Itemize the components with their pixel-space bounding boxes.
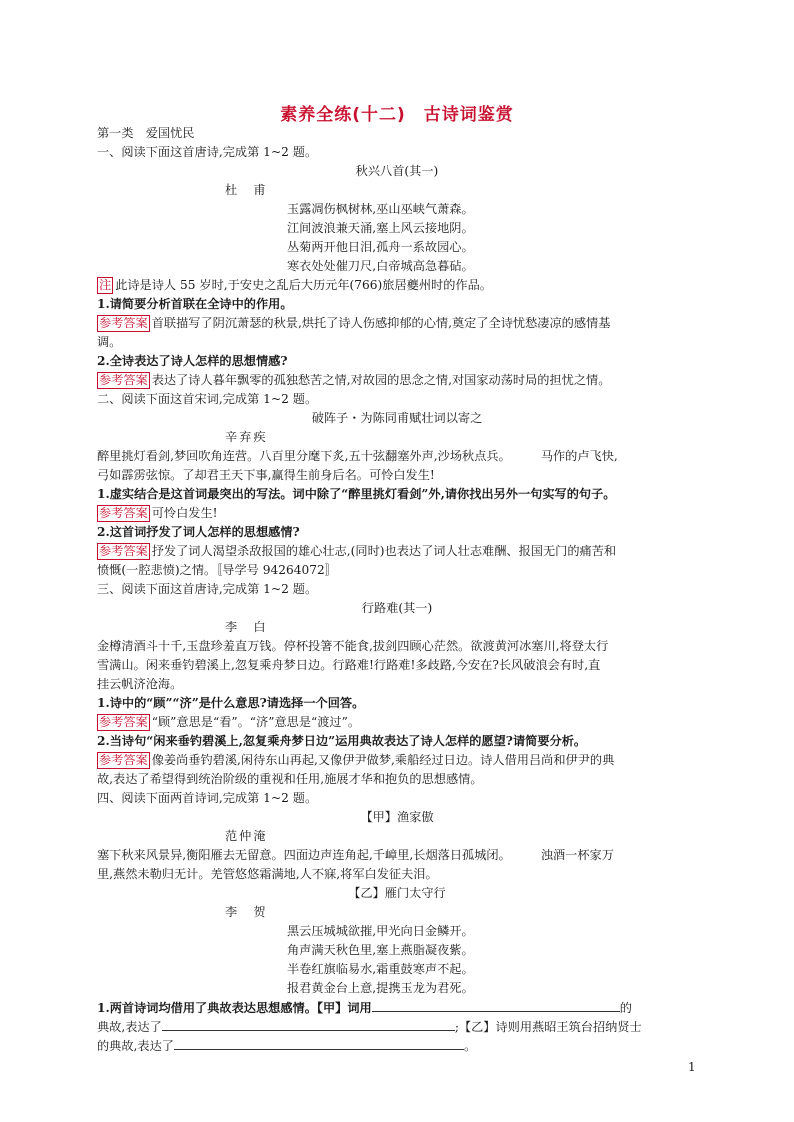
answer-continued: 调。 (97, 335, 122, 349)
poem-line: 丛菊两开他日泪,孤舟一系故园心。 (287, 240, 474, 254)
answer: 参考答案 可怜白发生! (99, 506, 218, 520)
section1-instruction: 一、阅读下面这首唐诗,完成第 1~2 题。 (97, 145, 318, 159)
question: 2.全诗表达了诗人怎样的思想情感? (97, 354, 288, 368)
question: 2.这首词抒发了词人怎样的思想感情? (97, 525, 300, 539)
poem-line: 角声满天秋色里,塞上燕脂凝夜紫。 (287, 943, 474, 957)
note-tag: 注 (99, 278, 112, 292)
answer-blank-3[interactable] (174, 1036, 464, 1050)
answer-tag: 参考答案 (99, 544, 148, 558)
answer: 参考答案 “顾”意思是“看”。“济”意思是“渡过”。 (99, 715, 361, 729)
poem-line: 江间波浪兼天涌,塞上风云接地阴。 (287, 221, 474, 235)
poem-text: 醉里挑灯看剑,梦回吹角连营。八百里分麾下炙,五十弦翻塞外声,沙场秋点兵。 马作的卢飞快, (97, 449, 618, 463)
section2-author: 辛弃疾 (225, 430, 268, 444)
page-number: 1 (688, 1060, 696, 1074)
poem-text: 弓如霹雳弦惊。了却君王天下事,赢得生前身后名。可怜白发生! (97, 468, 435, 482)
fill-question: 1.两首诗词均借用了典故表达思想感情。【甲】词用 的 (97, 998, 697, 1017)
poem2-author: 李 贺 (225, 905, 268, 919)
answer-continued: 愤慨(一腔悲愤)之情。〚导学号 94264072〛 (97, 563, 337, 577)
answer-continued: 故,表达了希望得到统治阶级的重视和任用,施展才华和抱负的思想感情。 (97, 772, 483, 786)
document-body (97, 124, 697, 1055)
answer-blank-1[interactable] (372, 998, 620, 1012)
poem-line: 寒衣处处催刀尺,白帝城高急暮砧。 (287, 259, 474, 273)
question: 1.虚实结合是这首词最突出的写法。词中除了“醉里挑灯看剑”外,请你找出另外一句实写的句子。 (97, 487, 616, 501)
question: 1.诗中的“顾”“济”是什么意思?请选择一个回答。 (97, 696, 365, 710)
answer-tag: 参考答案 (99, 373, 148, 387)
poem-text: 挂云帆济沧海。 (97, 677, 183, 691)
question: 1.请简要分析首联在全诗中的作用。 (97, 297, 293, 311)
poem2-title: 【乙】雁门太守行 (348, 886, 446, 900)
section4-instruction: 四、阅读下面两首诗词,完成第 1~2 题。 (97, 791, 318, 805)
poem-line: 黑云压城城欲摧,甲光向日金鳞开。 (287, 924, 474, 938)
answer-tag: 参考答案 (99, 506, 148, 520)
poem-text: 雪满山。闲来垂钓碧溪上,忽复乘舟梦日边。行路难!行路难!多歧路,今安在?长风破浪会有时,直 (97, 658, 601, 672)
poem1-title: 【甲】渔家傲 (360, 810, 434, 824)
section1-poem-title: 秋兴八首(其一) (355, 164, 439, 178)
poem-line: 玉露凋伤枫树林,巫山巫峡气萧森。 (287, 202, 474, 216)
poem1-author: 范仲淹 (225, 829, 268, 843)
category-heading: 第一类 爱国忧民 (97, 126, 195, 140)
answer: 参考答案 像姜尚垂钓碧溪,闲待东山再起,又像伊尹做梦,乘船经过日边。诗人借用吕尚和伊尹的典 (99, 753, 615, 767)
section3-instruction: 三、阅读下面这首唐诗,完成第 1~2 题。 (97, 582, 318, 596)
answer: 参考答案 抒发了词人渴望杀敌报国的雄心壮志,(同时)也表达了词人壮志难酬、报国无门的痛苦和 (99, 544, 617, 558)
answer-tag: 参考答案 (99, 753, 148, 767)
poem-line: 报君黄金台上意,提携玉龙为君死。 (287, 981, 474, 995)
answer-blank-2[interactable] (162, 1017, 455, 1031)
poem-line: 半卷红旗临易水,霜重鼓寒声不起。 (287, 962, 474, 976)
answer: 参考答案 首联描写了阴沉萧瑟的秋景,烘托了诗人伤感抑郁的心情,奠定了全诗忧愁凄凉的感情基 (99, 316, 611, 330)
fill-question: 典故,表达了 ;【乙】诗则用燕昭王筑台招纳贤士 (97, 1017, 697, 1036)
poem-text: 里,燕然未勒归无计。羌管悠悠霜满地,人不寐,将军白发征夫泪。 (97, 867, 438, 881)
question: 2.当诗句“闲来垂钓碧溪上,忽复乘舟梦日边”运用典故表达了诗人怎样的愿望?请简要分析。 (97, 734, 587, 748)
poem-text: 塞下秋来风景异,衡阳雁去无留意。四面边声连角起,千嶂里,长烟落日孤城闭。 浊酒一杯家万 (97, 848, 614, 862)
answer-tag: 参考答案 (99, 715, 148, 729)
poem-text: 金樽清酒斗十千,玉盘珍羞直万钱。停杯投箸不能食,拔剑四顾心茫然。欲渡黄河冰塞川,将登太行 (97, 639, 609, 653)
section2-poem-title: 破阵子・为陈同甫赋壮词以寄之 (311, 411, 483, 425)
answer-tag: 参考答案 (99, 316, 148, 330)
section3-author: 李 白 (225, 620, 268, 634)
section1-author: 杜 甫 (225, 183, 268, 197)
note-text: 此诗是诗人 55 岁时,于安史之乱后大历元年(766)旅居夔州时的作品。 (115, 278, 492, 292)
page-title: 素养全练(十二) 古诗词鉴赏 (280, 105, 514, 125)
section3-poem-title: 行路难(其一) (361, 601, 433, 615)
section2-instruction: 二、阅读下面这首宋词,完成第 1~2 题。 (97, 392, 318, 406)
section1-note (97, 276, 697, 295)
fill-question: 的典故,表达了 。 (97, 1036, 697, 1055)
answer: 参考答案 表达了诗人暮年飘零的孤独愁苦之情,对故园的思念之情,对国家动荡时局的担忧之情。 (99, 373, 611, 387)
